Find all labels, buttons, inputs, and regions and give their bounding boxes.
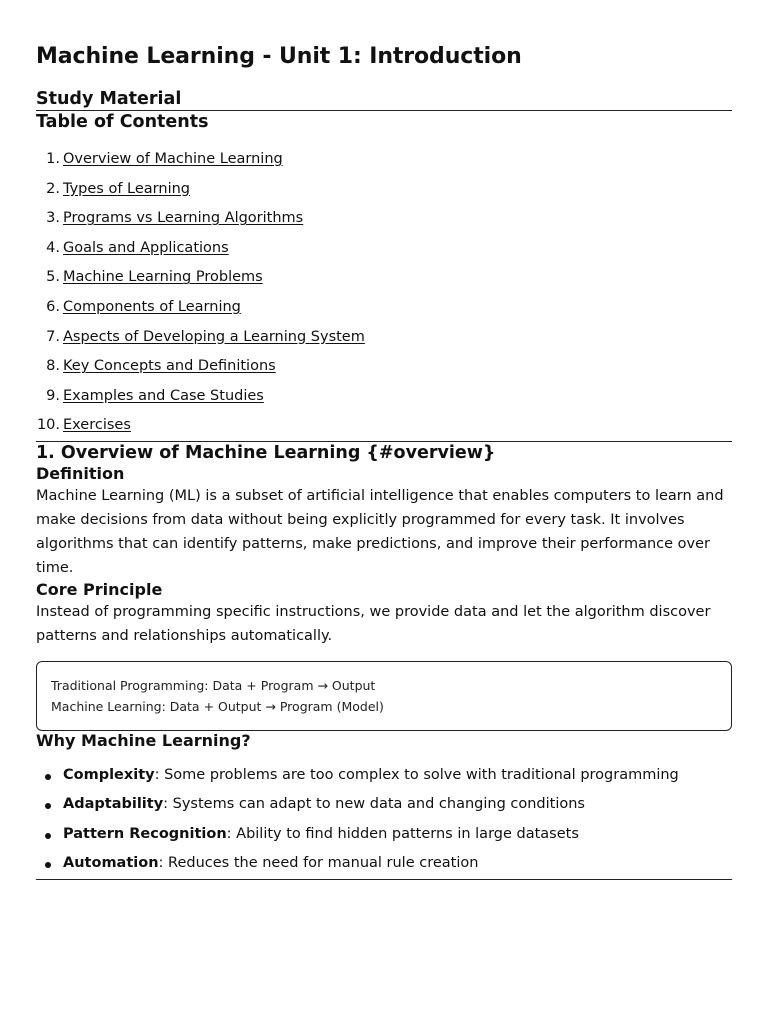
bullet-icon <box>45 833 51 839</box>
toc-item <box>36 175 732 205</box>
toc-item-number: 8. <box>46 358 60 375</box>
list-item-desc: : Reduces the need for manual rule creation <box>158 855 479 872</box>
toc-item-number: 2. <box>46 180 60 197</box>
core-principle-paragraph: Instead of programming specific instructions, we provide data and let the algorithm discover patterns and relationships automatically. <box>36 603 711 644</box>
toc-link-exercises[interactable]: Exercises <box>63 417 131 434</box>
list-item-term: Adaptability <box>63 796 164 813</box>
toc-item <box>36 382 732 412</box>
toc-item <box>36 411 732 441</box>
toc-link-aspects[interactable]: Aspects of Developing a Learning System <box>63 328 365 345</box>
subheading-why-ml: Why Machine Learning? <box>36 730 251 750</box>
toc-item-number: 5. <box>46 269 60 286</box>
toc-item <box>36 145 732 175</box>
bullet-icon <box>45 862 51 868</box>
page-subtitle: Study Material <box>36 89 182 109</box>
code-block <box>36 661 732 731</box>
toc-item-number: 3. <box>46 210 60 227</box>
subheading-core-principle: Core Principle <box>36 579 163 599</box>
toc-item <box>36 204 732 234</box>
subheading-definition: Definition <box>36 463 125 483</box>
list-item-desc: : Systems can adapt to new data and changing conditions <box>163 796 585 813</box>
toc-item <box>36 352 732 382</box>
section-heading-overview: 1. Overview of Machine Learning {#overview} <box>36 442 496 463</box>
list-item <box>36 761 732 791</box>
toc-link-types[interactable]: Types of Learning <box>63 180 191 197</box>
toc-item <box>36 234 732 264</box>
toc-item-number: 1. <box>46 151 60 167</box>
bullet-icon <box>45 774 51 780</box>
toc-item <box>36 293 732 323</box>
list-item-desc: : Ability to find hidden patterns in large datasets <box>226 825 579 842</box>
toc-link-key-concepts[interactable]: Key Concepts and Definitions <box>63 358 276 375</box>
toc-link-goals[interactable]: Goals and Applications <box>63 239 229 256</box>
toc-link-programs-vs-algorithms[interactable]: Programs vs Learning Algorithms <box>63 210 304 227</box>
toc-link-examples[interactable]: Examples and Case Studies <box>63 387 264 404</box>
list-item-term: Complexity <box>63 766 155 783</box>
list-item-term: Pattern Recognition <box>63 825 227 842</box>
page-title: Machine Learning - Unit 1: Introduction <box>36 44 522 69</box>
list-item <box>36 790 732 820</box>
divider <box>36 879 732 880</box>
toc-item <box>36 263 732 293</box>
toc-link-overview[interactable]: Overview of Machine Learning <box>63 151 283 167</box>
toc-item-number: 7. <box>46 328 60 345</box>
toc-item-number: 6. <box>46 298 60 315</box>
table-of-contents <box>36 145 732 441</box>
list-item <box>36 820 732 850</box>
list-item-term: Automation <box>63 855 159 872</box>
toc-item <box>36 323 732 353</box>
toc-item-number: 4. <box>46 239 60 256</box>
bullet-icon <box>45 803 51 809</box>
code-line-machine-learning: Machine Learning: Data + Output → Program (Model) <box>51 698 384 714</box>
why-ml-list <box>36 761 732 879</box>
definition-paragraph: Machine Learning (ML) is a subset of artificial intelligence that enables computers to learn and make decisions from data without being explicitly programmed for every task. It involves algorithms that can identify patterns, make predictions, and improve their performance over time. <box>36 487 724 576</box>
toc-link-components[interactable]: Components of Learning <box>63 298 241 315</box>
toc-heading: Table of Contents <box>36 112 209 132</box>
code-line-traditional: Traditional Programming: Data + Program → Output <box>51 677 376 693</box>
toc-link-problems[interactable]: Machine Learning Problems <box>63 269 263 286</box>
list-item-desc: : Some problems are too complex to solve with traditional programming <box>154 766 679 783</box>
list-item <box>36 849 732 879</box>
toc-item-number: 9. <box>46 387 60 404</box>
toc-item-number: 10. <box>36 417 60 434</box>
